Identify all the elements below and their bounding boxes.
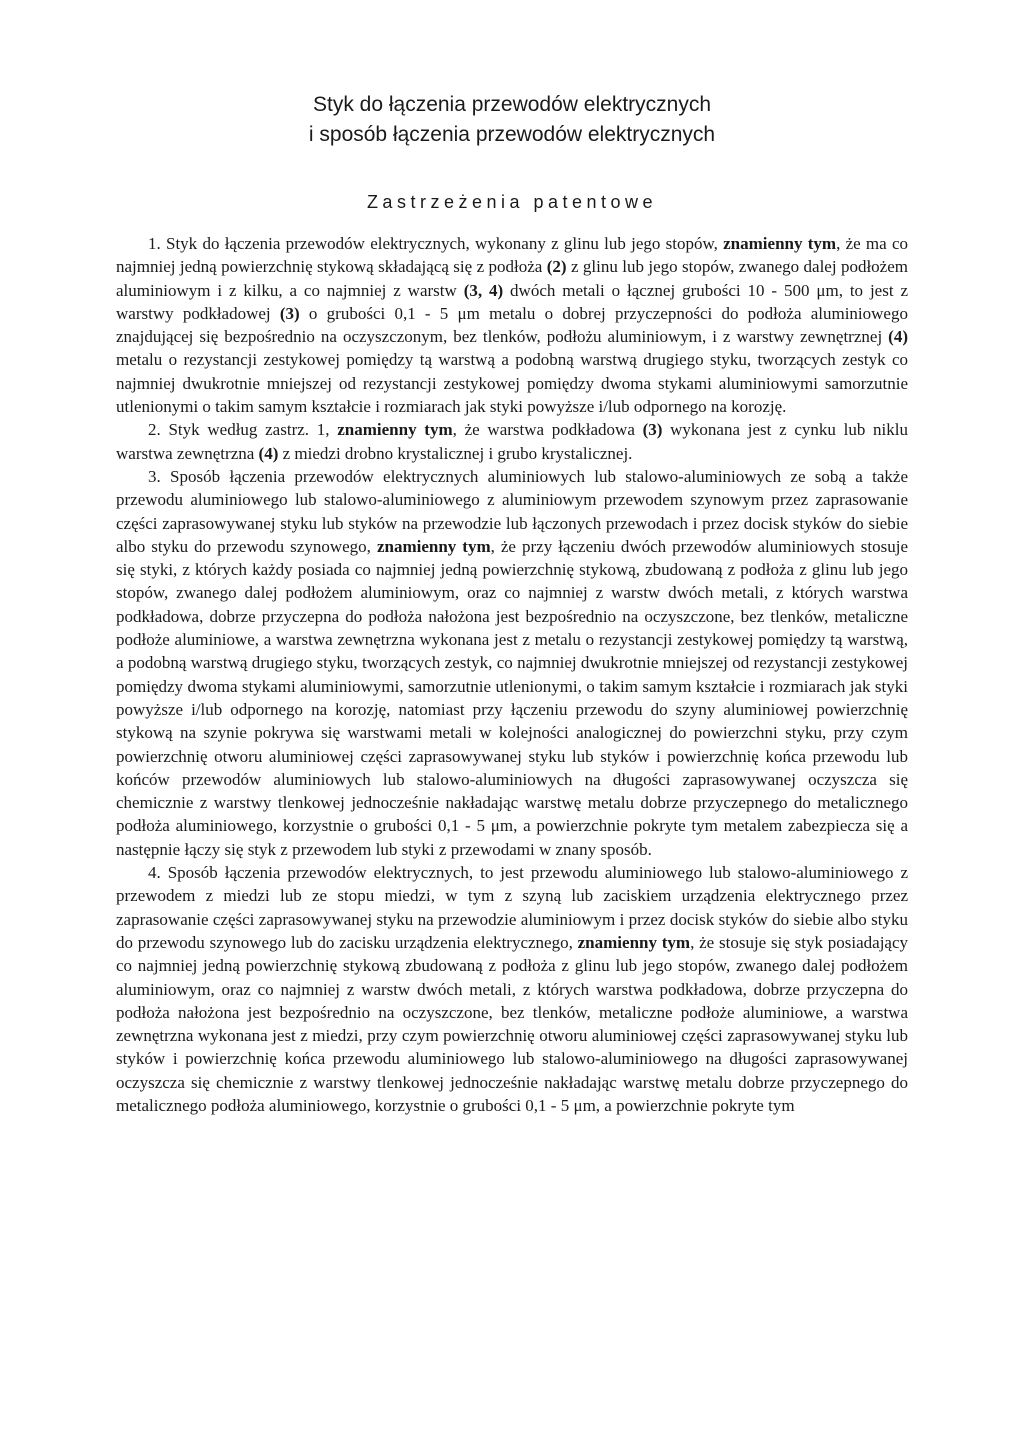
claim-4: 4. Sposób łączenia przewodów elektrycznych, to jest przewodu aluminiowego lub stalowo-aluminiowego z przewodem z miedzi lub ze stopu miedzi, w tym z szyną lub zaciskiem urządzenia elektrycznego przez zaprasowanie części zaprasowywanej styku na przewodzie aluminiowym i przez docisk styków do siebie albo styku do przewodu szynowego lub do zacisku urządzenia elektrycznego, znamienny tym, że stosuje się styk posiadający co najmniej jedną powierzchnię stykową zbudowaną z podłoża z glinu lub jego stopów, zwanego dalej podłożem aluminiowym, oraz co najmniej z warstw dwóch metali, z których warstwa podkładowa, dobrze przyczepna do podłoża nałożona jest bezpośrednio na oczyszczone, bez tlenków, metaliczne podłoże aluminiowe, a warstwa zewnętrzna wykonana jest z miedzi, przy czym powierzchnię otworu aluminiowej części zaprasowywanej styku lub styków i powierzchnię końca przewodu aluminiowego lub stalowo-aluminiowego na długości zaprasowywanej oczyszcza się chemicznie z warstwy tlenkowej jednocześnie nakładając warstwę metalu dobrze przyczepnego do metalicznego podłoża aluminiowego, korzystnie o grubości 0,1 - 5 μm, a powierzchnie pokryte tym (116, 863, 909, 1115)
claim-2: 2. Styk według zastrz. 1, znamienny tym, że warstwa podkładowa (3) wykonana jest z cynku lub niklu warstwa zewnętrzna (4) z miedzi drobno krystalicznej i grubo krystalicznej. (116, 420, 908, 463)
title-line-1: Styk do łączenia przewodów elektrycznych (312, 93, 711, 116)
title-line-2: i sposób łączenia przewodów elektrycznych (308, 123, 716, 146)
claim-1: 1. Styk do łączenia przewodów elektrycznych, wykonany z glinu lub jego stopów, znamienny tym, że ma co najmniej jedną powierzchnię stykową składającą się z podłoża (2) z glinu lub jego stopów, zwanego dalej podłożem aluminiowym i z kilku, a co najmniej z warstw (3, 4) dwóch metali o łącznej grubości 10 - 500 μm, to jest z warstwy podkładowej (3) o grubości 0,1 - 5 μm metalu o dobrej przyczepności do podłoża aluminiowego znajdującej się bezpośrednio na oczyszczonym, bez tlenków, podłożu aluminiowym, i z warstwy zewnętrznej (4) metalu o rezystancji zestykowej pomiędzy tą warstwą a podobną warstwą drugiego styku, tworzących zestyk co najmniej dwukrotnie mniejszej od rezystancji zestykowej pomiędzy dwoma stykami aluminiowymi samorzutnie utlenionymi o takim samym kształcie i rozmiarach jak styki powyższe i/lub odpornego na korozję. (116, 234, 908, 417)
document-title (200, 90, 824, 150)
section-heading: Zastrzeżenia patentowe (366, 192, 658, 212)
claim-3: 3. Sposób łączenia przewodów elektrycznych aluminiowych lub stalowo-aluminiowych ze sobą a także przewodu aluminiowego lub stalowo-aluminiowego z aluminiowym przewodem szynowym przez zaprasowanie części zaprasowywanej styku lub styków na przewodzie lub łączonych przewodach i przez docisk styków do siebie albo styku do przewodu szynowego, znamienny tym, że przy łączeniu dwóch przewodów aluminiowych stosuje się styki, z których każdy posiada co najmniej jedną powierzchnię stykową, zbudowaną z podłoża z glinu lub jego stopów, zwanego dalej podłożem aluminiowym, oraz co najmniej z warstw dwóch metali, z których warstwa podkładowa, dobrze przyczepna do podłoża nałożona jest bezpośrednio na oczyszczone, bez tlenków, metaliczne podłoże aluminiowe, a warstwa zewnętrzna wykonana jest z metalu o rezystancji zestykowej pomiędzy tą warstwą, a podobną warstwą drugiego styku, tworzących zestyk, co najmniej dwukrotnie mniejszej od rezystancji zestykowej pomiędzy dwoma stykami aluminiowymi, samorzutnie utlenionymi, o takim samym kształcie i rozmiarach jak styki powyższe i/lub odpornego na korozję, natomiast przy łączeniu przewodu do szyny aluminiowej powierzchnię stykową na szynie pokrywa się warstwami metali w kolejności analogicznej do powierzchni styku, przy czym powierzchnię otworu aluminiowej części zaprasowywanej styku lub styków i powierzchnię końca przewodu lub końców przewodów aluminiowych lub stalowo-aluminiowych na długości zaprasowywanej oczyszcza się chemicznie z warstwy tlenkowej jednocześnie nakładając warstwę metalu dobrze przyczepnego do metalicznego podłoża aluminiowego, korzystnie o grubości 0,1 - 5 μm, a powierzchnie pokryte tym metalem zabezpiecza się a następnie łączy się styk z przewodem lub styki z przewodami w znany sposób. (116, 466, 908, 859)
claims-body (116, 232, 908, 1117)
